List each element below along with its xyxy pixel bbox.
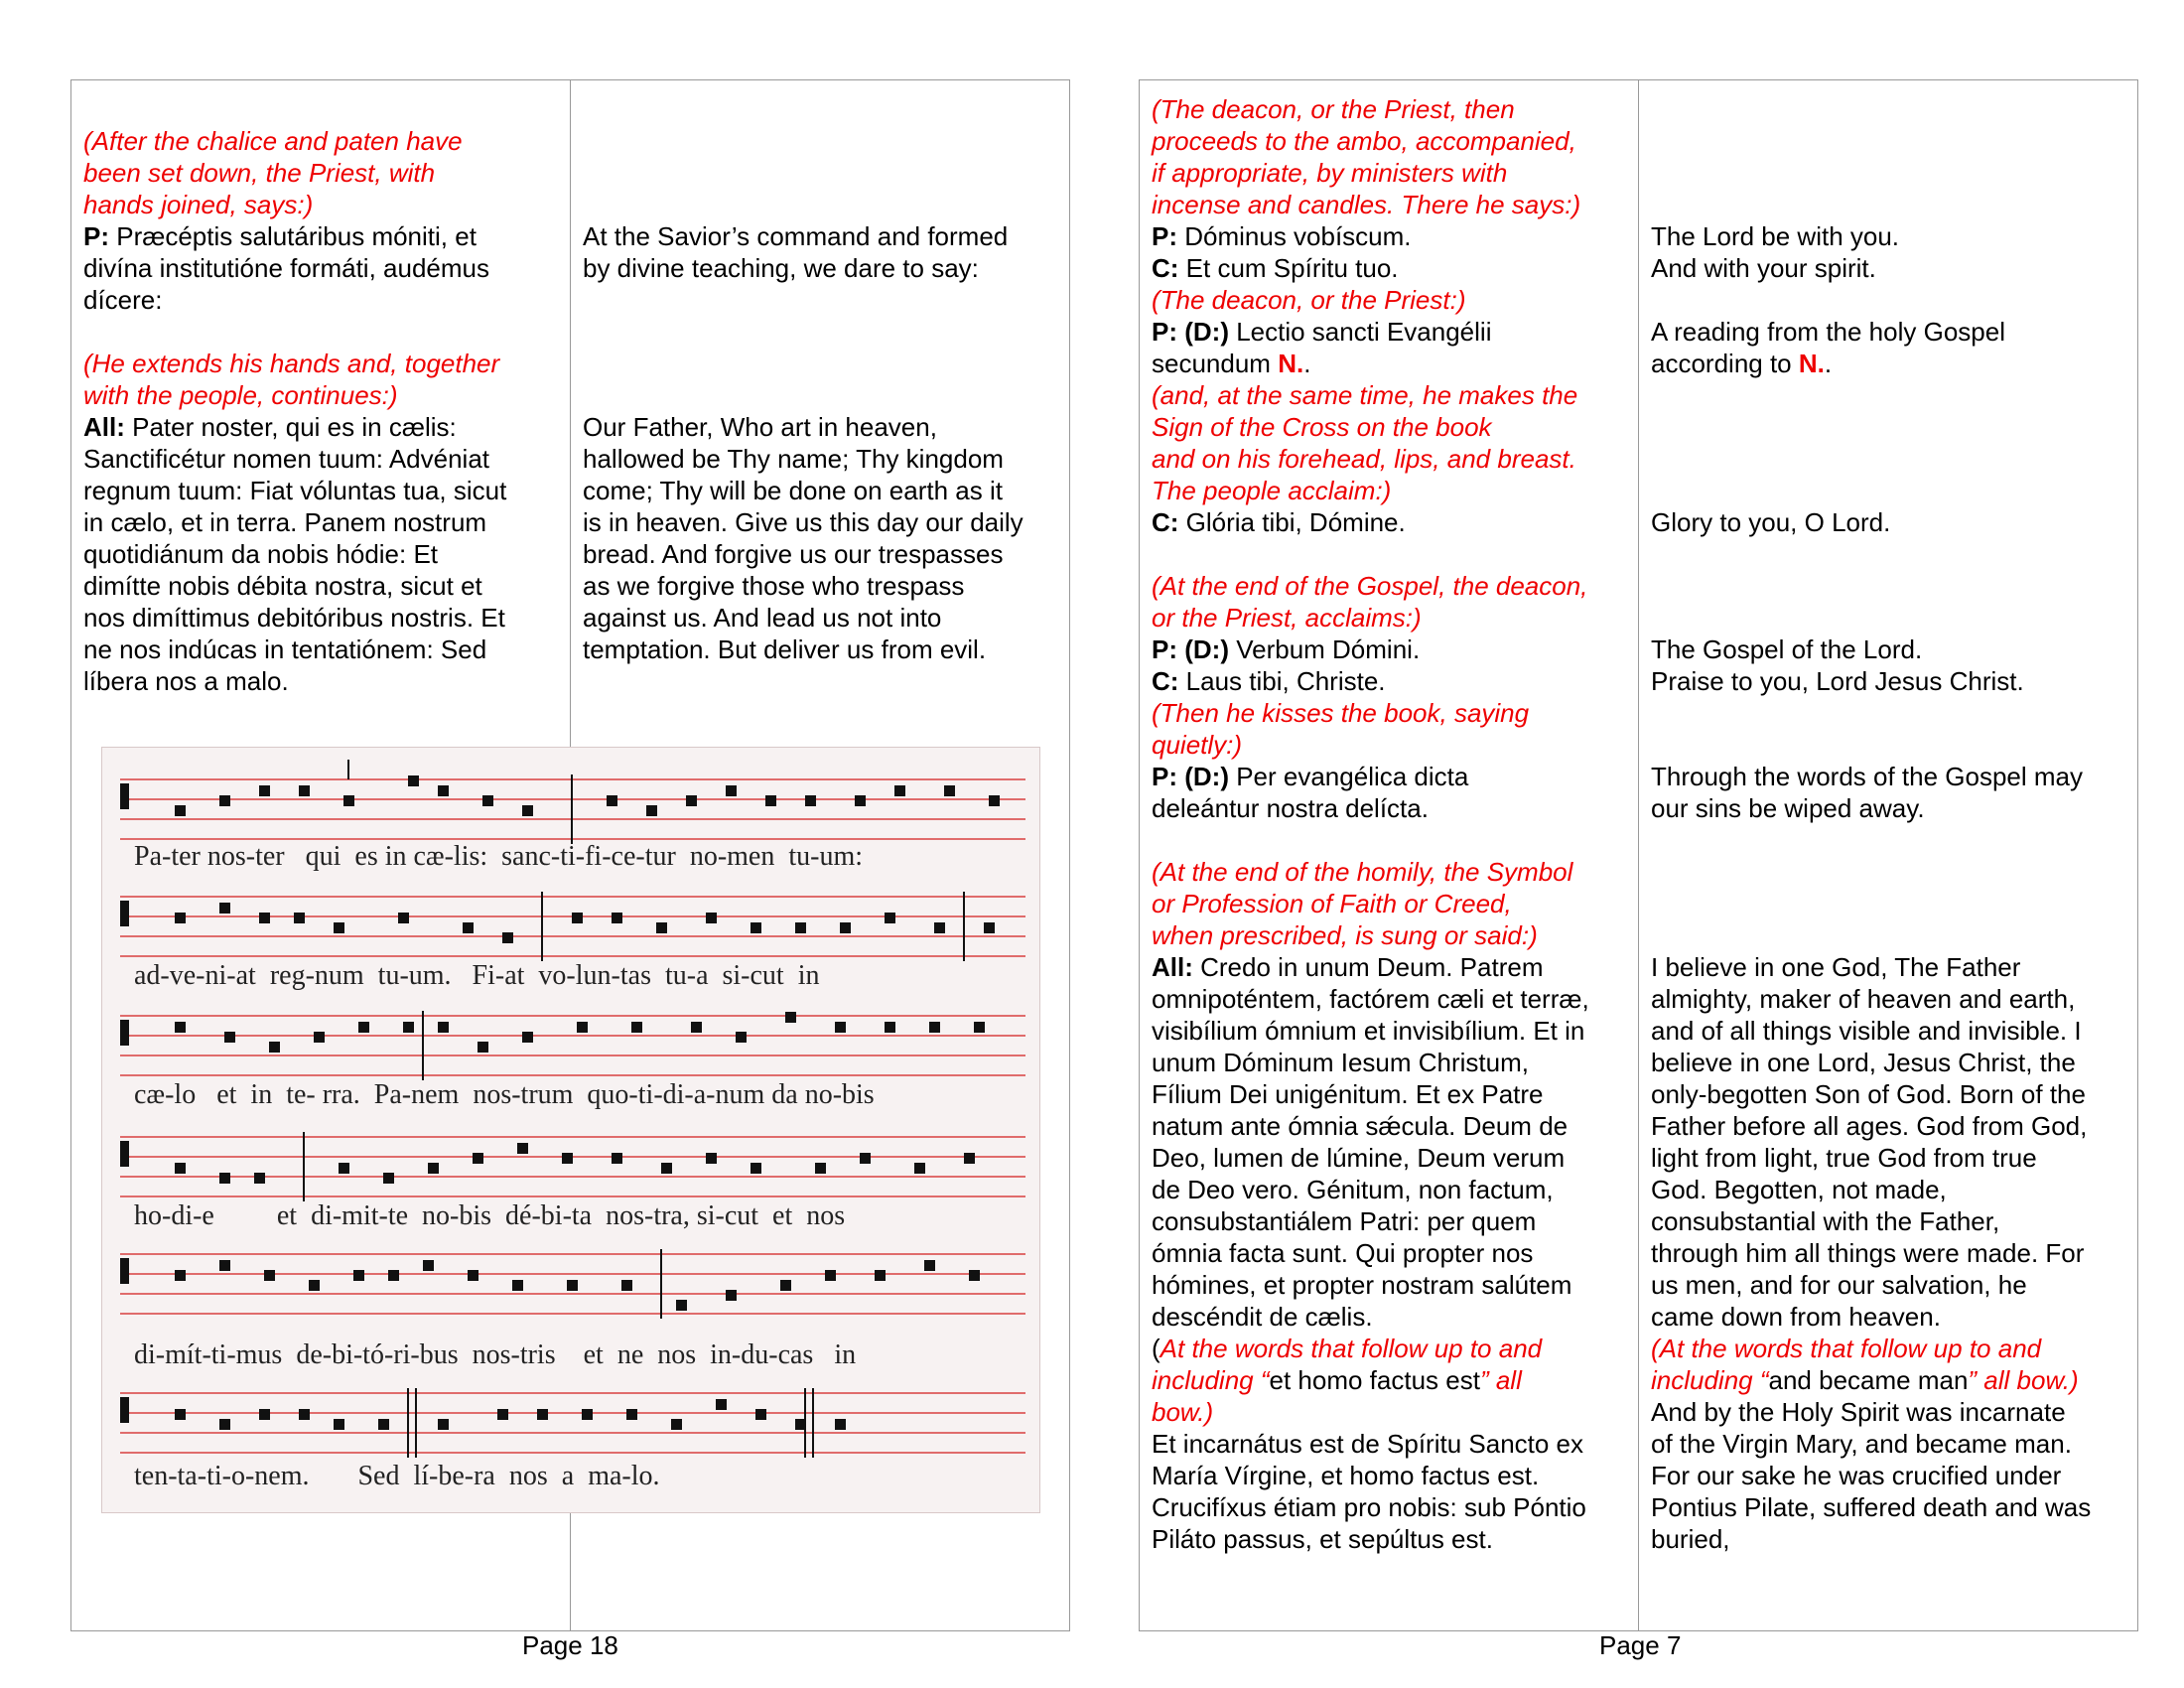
neume-note — [582, 1409, 593, 1420]
text-line: through him all things were made. For — [1651, 1238, 2085, 1268]
text-line: as we forgive those who trespass — [583, 571, 965, 601]
text-line: consubstantial with the Father, — [1651, 1206, 2000, 1236]
text-line: bread. And forgive us our trespasses — [583, 539, 1004, 569]
blank-line — [583, 284, 1069, 316]
neume-note — [219, 1260, 230, 1271]
chant-system — [120, 892, 1025, 991]
text-line: dícere: — [83, 285, 163, 315]
rubric-line: incense and candles. There he says:) — [1152, 190, 1581, 219]
right-page — [1139, 79, 2138, 1631]
neume-note — [438, 785, 449, 796]
rubric-line: (The deacon, or the Priest:) — [1152, 285, 1466, 315]
neume-note — [522, 1032, 533, 1043]
text-line: And with your spirit. — [1651, 253, 1876, 283]
neume-note — [795, 922, 806, 933]
neume-note — [691, 1022, 702, 1033]
speaker-text: Laus tibi, Christe. — [1178, 666, 1386, 696]
chant-lyric-line: cæ-lo et in te- rra. Pa-nem nos-trum quo-ti-di-a-num da no-bis — [134, 1079, 875, 1110]
neume-note — [661, 1163, 672, 1174]
speaker-label: P: (D:) — [1152, 762, 1229, 791]
text-line: ómnia facta sunt. Qui propter nos — [1152, 1238, 1534, 1268]
neume-note — [219, 795, 230, 806]
text-fragment: et homo factus est — [1269, 1365, 1480, 1395]
neume-note — [259, 1409, 270, 1420]
neume-note — [264, 1270, 275, 1281]
line-text-end: . — [1824, 349, 1833, 378]
speaker-text: Verbum Dómini. — [1228, 634, 1421, 664]
blank-line — [1651, 125, 2137, 157]
neume-note — [969, 1270, 980, 1281]
neume-note — [343, 795, 354, 806]
blank-line — [1651, 443, 2137, 475]
neume-note — [805, 795, 816, 806]
neume-note — [825, 1270, 836, 1281]
text-line: natum ante ómnia sǽcula. Deum de — [1152, 1111, 1569, 1141]
text-line: divína institutióne formáti, audémus — [83, 253, 489, 283]
speaker-label: P: (D:) — [1152, 634, 1229, 664]
chant-system — [120, 1388, 1025, 1491]
rubric-line: Sign of the Cross on the book — [1152, 412, 1492, 442]
text-line: nos dimíttimus debitóribus nostris. Et — [83, 603, 505, 633]
rubric-fragment: ” all bow.) — [1968, 1365, 2079, 1395]
speaker-text: Per evangélica dicta — [1228, 762, 1469, 791]
neume-note — [736, 1032, 747, 1043]
rubric-fragment: including “ — [1152, 1365, 1270, 1395]
speaker-label: P: — [1152, 221, 1177, 251]
text-line: hómines, et propter nostram salútem — [1152, 1270, 1572, 1300]
text-line: A reading from the holy Gospel — [1651, 317, 2005, 347]
neume-note — [840, 922, 851, 933]
speaker-text: Credo in unum Deum. Patrem — [1192, 952, 1544, 982]
text-line: Praise to you, Lord Jesus Christ. — [1651, 666, 2024, 696]
page-number-left: Page 18 — [522, 1630, 618, 1660]
blank-line — [1651, 93, 2137, 125]
rubric-line: and on his forehead, lips, and breast. — [1152, 444, 1576, 474]
text-line: regnum tuum: Fiat vóluntas tua, sicut — [83, 476, 507, 505]
neume-note — [403, 1022, 414, 1033]
text-line: consubstantiálem Patri: per quem — [1152, 1206, 1537, 1236]
neume-note — [671, 1419, 682, 1430]
neume-note — [517, 1143, 528, 1154]
mixed-rubric-line — [1152, 1333, 1633, 1364]
speaker-text: Dóminus vobíscum. — [1177, 221, 1412, 251]
text-line: And by the Holy Spirit was incarnate — [1651, 1397, 2066, 1427]
chant-lyric-line: ad-ve-ni-at reg-num tu-um. Fi-at vo-lun-tas tu-a si-cut in — [134, 960, 820, 991]
neume-note — [612, 913, 622, 923]
blank-line — [1651, 538, 2137, 570]
text-line: Crucifíxus étiam pro nobis: sub Póntio — [1152, 1492, 1586, 1522]
neume-note — [388, 1270, 399, 1281]
neume-note — [219, 1419, 230, 1430]
text-fragment: ( — [1152, 1334, 1160, 1363]
text-line: almighty, maker of heaven and earth, — [1651, 984, 2076, 1014]
chant-lyric-line: di-mít-ti-mus de-bi-tó-ri-bus nos-tris et ne nos in-du-cas in — [134, 1339, 857, 1370]
text-line: visibílium ómnium et invisibílium. Et in — [1152, 1016, 1585, 1046]
c-clef-icon — [120, 1141, 129, 1167]
text-line: Deo, lumen de lúmine, Deum verum — [1152, 1143, 1566, 1173]
neume-note — [612, 1153, 622, 1164]
line-text: according to — [1651, 349, 1799, 378]
neume-note — [626, 1409, 637, 1420]
neume-note — [562, 1153, 573, 1164]
right-latin-column — [1152, 93, 1633, 1555]
neume-note — [860, 1153, 871, 1164]
speaker-line — [1152, 951, 1633, 983]
rubric-line: (At the words that follow up to and — [1651, 1334, 2042, 1363]
speaker-line — [1152, 252, 1633, 284]
speaker-label: All: — [1152, 952, 1193, 982]
neume-note — [175, 1022, 186, 1033]
neume-note — [175, 913, 186, 923]
neume-note — [706, 1153, 717, 1164]
text-line: Pontius Pilate, suffered death and was — [1651, 1492, 2092, 1522]
pater-noster-chant-notation — [101, 747, 1040, 1513]
neume-note — [577, 1022, 588, 1033]
neume-note — [259, 785, 270, 796]
speaker-line — [1152, 665, 1633, 697]
blank-line — [1651, 411, 2137, 443]
text-line: is in heaven. Give us this day our daily — [583, 507, 1024, 537]
rubric-line: The people acclaim:) — [1152, 476, 1392, 505]
speaker-line — [83, 220, 560, 252]
neume-note — [835, 1419, 846, 1430]
text-line: María Vírgine, et homo factus est. — [1152, 1461, 1540, 1490]
rubric-line: (and, at the same time, he makes the — [1152, 380, 1578, 410]
neume-note — [299, 785, 310, 796]
blank-line — [1651, 379, 2137, 411]
neume-note — [572, 913, 583, 923]
right-english-column — [1651, 93, 2137, 1555]
neume-note — [468, 1270, 478, 1281]
neume-note — [631, 1022, 642, 1033]
c-clef-icon — [120, 1020, 129, 1046]
rubric-line: (At the end of the Gospel, the deacon, — [1152, 571, 1588, 601]
text-line: light from light, true God from true — [1651, 1143, 2037, 1173]
neume-note — [259, 913, 270, 923]
rubric-line: or the Priest, acclaims:) — [1152, 603, 1422, 633]
blank-line — [1651, 157, 2137, 189]
neume-note — [309, 1280, 320, 1291]
text-line: Our Father, Who art in heaven, — [583, 412, 937, 442]
neume-note — [478, 1042, 488, 1053]
neume-note — [815, 1163, 826, 1174]
neume-note — [914, 1163, 925, 1174]
text-line: At the Savior’s command and formed — [583, 221, 1009, 251]
blank-line — [1651, 602, 2137, 633]
neume-note — [473, 1153, 483, 1164]
blank-line — [583, 157, 1069, 189]
c-clef-icon — [120, 1258, 129, 1284]
neume-note — [299, 1409, 310, 1420]
blank-line — [583, 316, 1069, 348]
neume-note — [726, 1290, 737, 1301]
blank-line — [1651, 919, 2137, 951]
neume-note — [334, 1419, 344, 1430]
text-line-with-name-placeholder — [1651, 348, 2137, 379]
text-line: The Lord be with you. — [1651, 221, 1900, 251]
left-english-column — [583, 125, 1069, 665]
text-line: Fílium Dei unigénitum. Et ex Patre — [1152, 1079, 1544, 1109]
text-line: Piláto passus, et sepúltus est. — [1152, 1524, 1493, 1554]
blank-line — [1651, 570, 2137, 602]
rubric-line: quietly:) — [1152, 730, 1243, 760]
neume-note — [358, 1022, 369, 1033]
neume-note — [294, 913, 305, 923]
neume-note — [646, 805, 657, 816]
neume-note — [934, 922, 945, 933]
neume-note — [537, 1409, 548, 1420]
neume-note — [219, 1173, 230, 1184]
neume-note — [428, 1163, 439, 1174]
neume-note — [974, 1022, 985, 1033]
text-line: buried, — [1651, 1524, 1730, 1554]
speaker-label: C: — [1152, 253, 1179, 283]
text-line: only-begotten Son of God. Born of the — [1651, 1079, 2086, 1109]
text-line: against us. And lead us not into — [583, 603, 942, 633]
blank-line — [1152, 824, 1633, 856]
neume-note — [314, 1032, 325, 1043]
neume-note — [497, 1409, 508, 1420]
mixed-rubric-line — [1152, 1364, 1633, 1396]
speaker-line — [1152, 220, 1633, 252]
c-clef-icon — [120, 1397, 129, 1423]
neume-note — [512, 1280, 523, 1291]
line-text: secundum — [1152, 349, 1279, 378]
neume-note — [378, 1419, 389, 1430]
column-divider — [1638, 80, 1639, 1630]
neume-note — [219, 903, 230, 914]
text-line: us men, and for our salvation, he — [1651, 1270, 2027, 1300]
neume-note — [423, 1260, 434, 1271]
neume-note — [944, 785, 955, 796]
neume-note — [706, 913, 717, 923]
text-line: quotidiánum da nobis hódie: Et — [83, 539, 439, 569]
rubric-line: (Then he kisses the book, saying — [1152, 698, 1530, 728]
neume-note — [438, 1022, 449, 1033]
text-line: by divine teaching, we dare to say: — [583, 253, 979, 283]
speaker-line — [1152, 316, 1633, 348]
blank-line — [1651, 189, 2137, 220]
text-line: Glory to you, O Lord. — [1651, 507, 1891, 537]
neume-note — [438, 1419, 449, 1430]
rubric-fragment: ” all — [1479, 1365, 1522, 1395]
text-line: in cælo, et in terra. Panem nostrum — [83, 507, 487, 537]
neume-note — [621, 1280, 632, 1291]
neume-note — [398, 913, 409, 923]
rubric-line: hands joined, says:) — [83, 190, 314, 219]
text-line: temptation. But deliver us from evil. — [583, 634, 987, 664]
speaker-text: Lectio sancti Evangélii — [1228, 317, 1492, 347]
text-line: Through the words of the Gospel may — [1651, 762, 2084, 791]
rubric-line: been set down, the Priest, with — [83, 158, 436, 188]
c-clef-icon — [120, 783, 129, 809]
neume-note — [676, 1300, 687, 1311]
neume-note — [835, 1022, 846, 1033]
text-line: For our sake he was crucified under — [1651, 1461, 2062, 1490]
neume-note — [334, 922, 344, 933]
speaker-label: C: — [1152, 507, 1179, 537]
chant-lyric-line: ten-ta-ti-o-nem. Sed lí-be-ra nos a ma-lo. — [134, 1461, 660, 1491]
speaker-text: Et cum Spíritu tuo. — [1178, 253, 1399, 283]
neume-note — [522, 805, 533, 816]
text-line: our sins be wiped away. — [1651, 793, 1925, 823]
speaker-label: All: — [83, 412, 125, 442]
blank-line — [583, 348, 1069, 379]
neume-note — [765, 795, 776, 806]
chant-lyric-line: ho-di-e et di-mit-te no-bis dé-bi-ta nos-tra, si-cut et nos — [134, 1200, 846, 1231]
blank-line — [1651, 729, 2137, 761]
text-line: ne nos indúcas in tentatiónem: Sed — [83, 634, 487, 664]
text-line: líbera nos a malo. — [83, 666, 289, 696]
neume-note — [755, 1409, 766, 1420]
chant-system — [120, 1249, 1025, 1370]
chant-lyric-line: Pa-ter nos-ter qui es in cæ-lis: sanc-ti-fi-ce-tur no-men tu-um: — [134, 841, 864, 872]
text-line: deleántur nostra delícta. — [1152, 793, 1429, 823]
blank-line — [1651, 697, 2137, 729]
text-line: God. Begotten, not made, — [1651, 1175, 1947, 1204]
neume-note — [885, 1022, 895, 1033]
rubric-line: when prescribed, is sung or said:) — [1152, 920, 1538, 950]
left-latin-column — [83, 125, 560, 697]
text-line: Father before all ages. God from God, — [1651, 1111, 2088, 1141]
neume-note — [875, 1270, 886, 1281]
neume-note — [751, 1163, 761, 1174]
neume-note — [984, 922, 995, 933]
rubric-line: (At the end of the homily, the Symbol — [1152, 857, 1573, 887]
rubric-line: (The deacon, or the Priest, then — [1152, 94, 1515, 124]
speaker-line — [1152, 506, 1633, 538]
text-line: dimítte nobis débita nostra, sicut et — [83, 571, 482, 601]
speaker-label: P: (D:) — [1152, 317, 1229, 347]
neume-note — [855, 795, 866, 806]
text-line: come; Thy will be done on earth as it — [583, 476, 1003, 505]
neume-note — [929, 1022, 940, 1033]
neume-note — [175, 805, 186, 816]
text-line: believe in one Lord, Jesus Christ, the — [1651, 1048, 2076, 1077]
mixed-rubric-line — [1651, 1364, 2137, 1396]
blank-line — [1651, 475, 2137, 506]
text-line: came down from heaven. — [1651, 1302, 1941, 1332]
neume-note — [408, 775, 419, 786]
neume-note — [924, 1260, 935, 1271]
blank-line — [583, 379, 1069, 411]
neume-note — [175, 1409, 186, 1420]
text-fragment: and became man — [1768, 1365, 1969, 1395]
neume-note — [353, 1270, 364, 1281]
neume-note — [780, 1280, 791, 1291]
line-text-end: . — [1303, 349, 1311, 378]
text-line: of the Virgin Mary, and became man. — [1651, 1429, 2072, 1459]
text-line: I believe in one God, The Father — [1651, 952, 2021, 982]
neume-note — [656, 922, 667, 933]
rubric-line: or Profession of Faith or Creed, — [1152, 889, 1512, 918]
neume-note — [175, 1270, 186, 1281]
neume-note — [716, 1399, 727, 1410]
neume-note — [607, 795, 617, 806]
text-line: Sanctificétur nomen tuum: Advéniat — [83, 444, 490, 474]
neume-note — [463, 922, 474, 933]
blank-line — [1651, 284, 2137, 316]
neume-note — [751, 922, 761, 933]
speaker-label: C: — [1152, 666, 1179, 696]
neume-note — [964, 1153, 975, 1164]
blank-line — [1651, 824, 2137, 856]
rubric-line: bow.) — [1152, 1397, 1214, 1427]
rubric-line: (After the chalice and paten have — [83, 126, 463, 156]
blank-line — [1651, 888, 2137, 919]
neume-note — [686, 795, 697, 806]
blank-line — [83, 316, 560, 348]
rubric-line: proceeds to the ambo, accompanied, — [1152, 126, 1576, 156]
neume-note — [482, 795, 493, 806]
blank-line — [1152, 538, 1633, 570]
chant-system — [120, 1132, 1025, 1231]
name-placeholder: N. — [1798, 349, 1825, 378]
text-line: hallowed be Thy name; Thy kingdom — [583, 444, 1004, 474]
rubric-fragment: including “ — [1651, 1365, 1769, 1395]
neume-note — [989, 795, 1000, 806]
neume-note — [726, 785, 737, 796]
text-line: descéndit de cælis. — [1152, 1302, 1373, 1332]
text-line: Et incarnátus est de Spíritu Sancto ex — [1152, 1429, 1584, 1459]
speaker-line — [1152, 633, 1633, 665]
speaker-label: P: — [83, 221, 109, 251]
neume-note — [894, 785, 905, 796]
neume-note — [383, 1173, 394, 1184]
neume-note — [567, 1280, 578, 1291]
rubric-line: (He extends his hands and, together — [83, 349, 500, 378]
speaker-text: Præcéptis salutáribus móniti, et — [109, 221, 477, 251]
blank-line — [583, 189, 1069, 220]
chant-system — [120, 1011, 1025, 1110]
rubric-line: if appropriate, by ministers with — [1152, 158, 1508, 188]
blank-line — [583, 125, 1069, 157]
speaker-text: Pater noster, qui es in cælis: — [124, 412, 457, 442]
text-line: de Deo vero. Génitum, non factum, — [1152, 1175, 1554, 1204]
neume-note — [785, 1012, 796, 1023]
text-line-with-name-placeholder — [1152, 348, 1633, 379]
neume-note — [224, 1032, 235, 1043]
rubric-fragment: At the words that follow up to and — [1160, 1334, 1543, 1363]
neume-note — [175, 1163, 186, 1174]
neume-note — [339, 1163, 349, 1174]
chant-staves — [102, 748, 1041, 1514]
chant-system — [120, 760, 1025, 872]
rubric-line: with the people, continues:) — [83, 380, 398, 410]
speaker-line — [83, 411, 560, 443]
c-clef-icon — [120, 901, 129, 926]
neume-note — [269, 1042, 280, 1053]
speaker-text: Glória tibi, Dómine. — [1178, 507, 1406, 537]
text-line: unum Dóminum Iesum Christum, — [1152, 1048, 1529, 1077]
neume-note — [254, 1173, 265, 1184]
blank-line — [1651, 856, 2137, 888]
text-line: omnipoténtem, factórem cæli et terræ, — [1152, 984, 1589, 1014]
neume-note — [885, 913, 895, 923]
text-line: and of all things visible and invisible. I — [1651, 1016, 2082, 1046]
text-line: The Gospel of the Lord. — [1651, 634, 1923, 664]
speaker-line — [1152, 761, 1633, 792]
neume-note — [502, 932, 513, 943]
page-number-right: Page 7 — [1599, 1630, 1682, 1660]
name-placeholder: N. — [1278, 349, 1304, 378]
